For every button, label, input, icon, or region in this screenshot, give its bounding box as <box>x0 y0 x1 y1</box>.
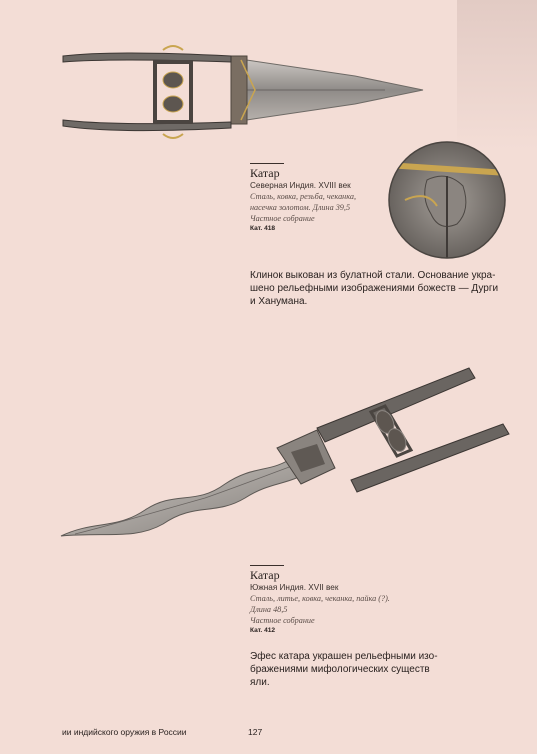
katar-412-photo <box>55 360 515 540</box>
description-412 <box>250 650 438 689</box>
description-line: Клинок выкован из булатной стали. Основание укра- <box>250 270 496 281</box>
caption-materials: Сталь, ковка, резьба, чеканка, <box>250 192 356 201</box>
caption-materials-length: насечка золотом. Длина 39,5 <box>250 203 351 212</box>
page-number: 127 <box>248 727 263 737</box>
bleed-through-text <box>457 0 537 150</box>
caption-title: Катар <box>250 166 280 180</box>
caption-catalog-number: Кат. 418 <box>250 225 276 232</box>
caption-materials-length: Длина 48,5 <box>250 605 288 614</box>
description-line: яли. <box>250 677 270 688</box>
description-line: бражениями мифологических существ <box>250 664 430 675</box>
katar-418-detail-photo <box>387 140 507 260</box>
caption-418 <box>250 163 356 232</box>
caption-rule <box>250 565 284 566</box>
caption-collection: Частное собрание <box>250 214 315 223</box>
description-line: шено рельефными изображениями божеств — Дурги <box>250 283 499 294</box>
caption-materials: Сталь, литье, ковка, чеканка, пайка (?). <box>250 594 390 603</box>
caption-origin: Южная Индия. XVII век <box>250 583 339 592</box>
caption-catalog-number: Кат. 412 <box>250 627 276 634</box>
running-footer-title: ии индийского оружия в России <box>62 727 187 737</box>
caption-collection: Частное собрание <box>250 616 315 625</box>
caption-412 <box>250 565 390 634</box>
description-line: Эфес катара украшен рельефными изо- <box>250 651 438 662</box>
description-418 <box>250 269 498 308</box>
caption-origin: Северная Индия. XVIII век <box>250 181 351 190</box>
caption-rule <box>250 163 284 164</box>
description-line: и Ханумана. <box>250 296 308 307</box>
caption-title: Катар <box>250 568 280 582</box>
katar-418-photo <box>55 38 435 148</box>
